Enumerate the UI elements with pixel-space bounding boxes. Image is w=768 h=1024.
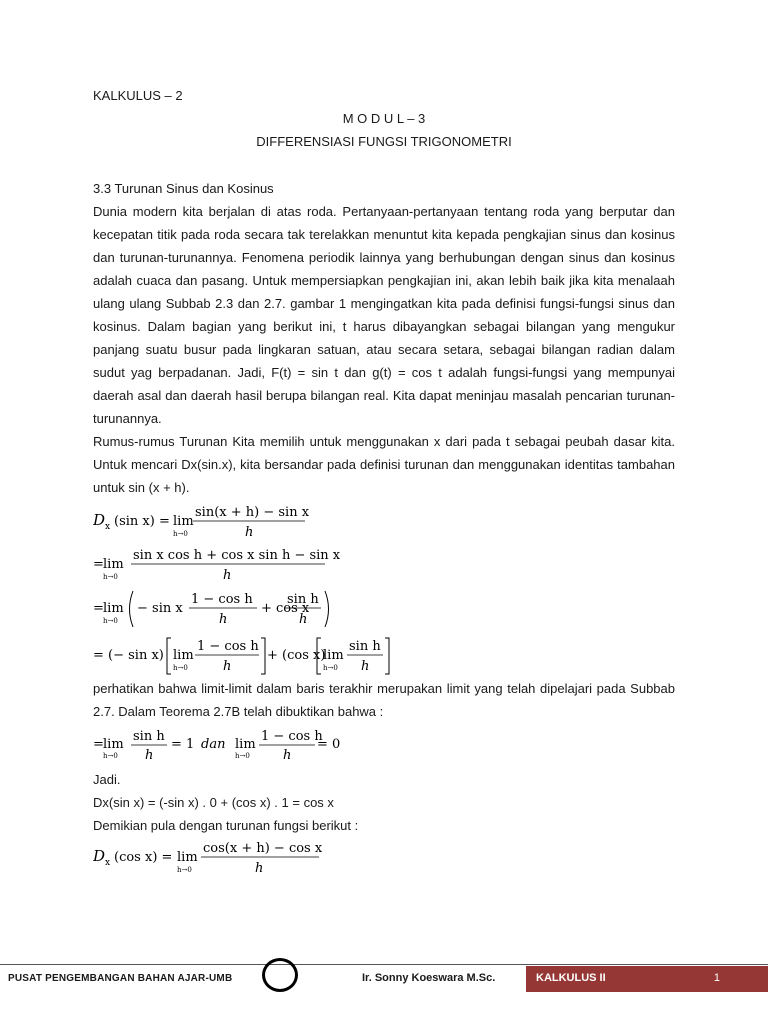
lim-sub: h→0 xyxy=(235,752,250,760)
equation-2 xyxy=(93,543,413,591)
lim-sub: h→0 xyxy=(103,617,118,625)
lim-sub: h→0 xyxy=(103,752,118,760)
footer-course-band xyxy=(526,966,768,992)
footer-author: Ir. Sonny Koeswara M.Sc. xyxy=(362,972,496,984)
eq6-numerator: cos(x + h) − cos x xyxy=(203,841,323,856)
equation-3 xyxy=(93,587,413,637)
eq3-term-b: + cos x xyxy=(261,601,310,616)
eq3-frac1-num: 1 − cos h xyxy=(191,592,253,607)
limit-a-value: = 1 xyxy=(171,737,195,752)
eq4-term-a: = (− sin x) xyxy=(93,648,164,663)
eq3-term-a: − sin x xyxy=(137,601,183,616)
eq6-lhs: (cos x) = xyxy=(114,850,173,865)
paragraph-4: Demikian pula dengan turunan fungsi berikut : xyxy=(93,818,359,833)
paragraph-3: perhatikan bahwa limit-limit dalam baris terakhir merupakan limit yang telah dipelajari pada Subbab 2.7. Dalam Teorema 2.7B telah dibuktikan bahwa : xyxy=(93,681,675,719)
eq4-frac1-den: h xyxy=(223,659,232,674)
d-subscript: x xyxy=(105,522,111,532)
result-formula: Dx(sin x) = (-sin x) . 0 + (cos x) . 1 = cos x xyxy=(93,795,334,810)
eq3-frac2-num: sin h xyxy=(287,592,319,607)
eq4-frac2-num: sin h xyxy=(349,639,381,654)
lim-sub: h→0 xyxy=(177,866,192,874)
section-heading: 3.3 Turunan Sinus dan Kosinus xyxy=(93,181,274,196)
eq2-denominator: h xyxy=(223,568,232,583)
eq3-frac1-den: h xyxy=(219,612,228,627)
conclusion-block xyxy=(93,768,675,837)
chapter-title: DIFFERENSIASI FUNGSI TRIGONOMETRI xyxy=(256,134,512,149)
jadi-text: Jadi. xyxy=(93,772,121,787)
limit-a-den: h xyxy=(145,748,154,763)
eq6-denominator: h xyxy=(255,861,264,876)
limit-b-num: 1 − cos h xyxy=(261,729,323,744)
eq5-equals: = xyxy=(93,737,104,752)
lim-text: lim xyxy=(235,737,256,752)
lim-text: lim xyxy=(177,850,198,865)
eq3-frac2-den: h xyxy=(299,612,308,627)
limit-b-value: = 0 xyxy=(317,737,341,752)
footer-course: KALKULUS II xyxy=(536,972,606,984)
lim-text: lim xyxy=(323,648,344,663)
eq3-equals: = xyxy=(93,601,104,616)
section-body xyxy=(93,177,675,499)
paragraph-3-block xyxy=(93,677,675,723)
lim-sub: h→0 xyxy=(323,664,338,672)
lim-text: lim xyxy=(103,737,124,752)
d-subscript: x xyxy=(105,858,111,868)
equation-limits xyxy=(93,726,413,770)
page-number: 1 xyxy=(713,972,720,984)
eq4-term-b: + (cos x) xyxy=(267,648,326,663)
circle-logo-icon xyxy=(262,958,298,992)
d-symbol: D xyxy=(93,847,106,865)
eq1-numerator: sin(x + h) − sin x xyxy=(195,505,310,520)
footer-org: PUSAT PENGEMBANGAN BAHAN AJAR-UMB xyxy=(8,973,233,984)
eq4-frac1-num: 1 − cos h xyxy=(197,639,259,654)
limit-a-num: sin h xyxy=(133,729,165,744)
equation-cos xyxy=(93,836,413,884)
lim-text: lim xyxy=(103,557,124,572)
lim-sub: h→0 xyxy=(173,530,188,538)
lim-text: lim xyxy=(173,514,194,529)
eq4-frac2-den: h xyxy=(361,659,370,674)
eq1-denominator: h xyxy=(245,525,254,540)
equation-1 xyxy=(93,500,413,548)
lim-text: lim xyxy=(173,648,194,663)
eq2-equals: = xyxy=(93,557,104,572)
limit-b-den: h xyxy=(283,748,292,763)
lim-sub: h→0 xyxy=(173,664,188,672)
paragraph-2: Rumus-rumus Turunan Kita memilih untuk menggunakan x dari pada t sebagai peubah dasar kita. Untuk mencari Dx(sin.x), kita bersandar pada definisi turunan dan menggunakan identitas tambahan untuk sin (x + h). xyxy=(93,434,675,495)
dan-text: dan xyxy=(201,737,226,752)
module-label: M O D U L – 3 xyxy=(342,111,426,126)
footer-divider xyxy=(0,964,768,965)
page-footer xyxy=(0,964,768,994)
eq2-numerator: sin x cos h + cos x sin h − sin x xyxy=(133,548,341,563)
paragraph-1: Dunia modern kita berjalan di atas roda. Pertanyaan-pertanyaan tentang roda yang berputar dan kecepatan titik pada roda secara tak terelakkan menuntut kita kepada pengkajian sinus dan kosinus dan turunan-turunannya. Fenomena periodik lainnya yang berhubungan dengan sinus dan kosinus adalah cuaca dan pasang. Untuk mempersiapkan pengkajian ini, akan lebih baik jika kita menalaah ulang ulang Subbab 2.3 dan 2.7. gambar 1 mengingatkan kita pada definisi fungsi-fungsi sinus dan kosinus. Dalam bagian yang berikut ini, t harus dibayangkan sebagai bilangan yang mengukur panjang suatu busur pada lingkaran satuan, atau secara setara, sebagai bilangan radian dalam sudut yag berpadanan. Jadi, F(t) = sin t dan g(t) = cos t adalah fungsi-fungsi yang mempunyai daerah asal dan daerah hasil berupa bilangan real. Kita dapat meninjau masalah pencarian turunan-turunannya. xyxy=(93,204,675,426)
lim-text: lim xyxy=(103,601,124,616)
eq1-lhs: (sin x) = xyxy=(114,514,170,529)
course-label: KALKULUS – 2 xyxy=(93,88,183,103)
lim-sub: h→0 xyxy=(103,573,118,581)
d-symbol: D xyxy=(93,511,106,529)
